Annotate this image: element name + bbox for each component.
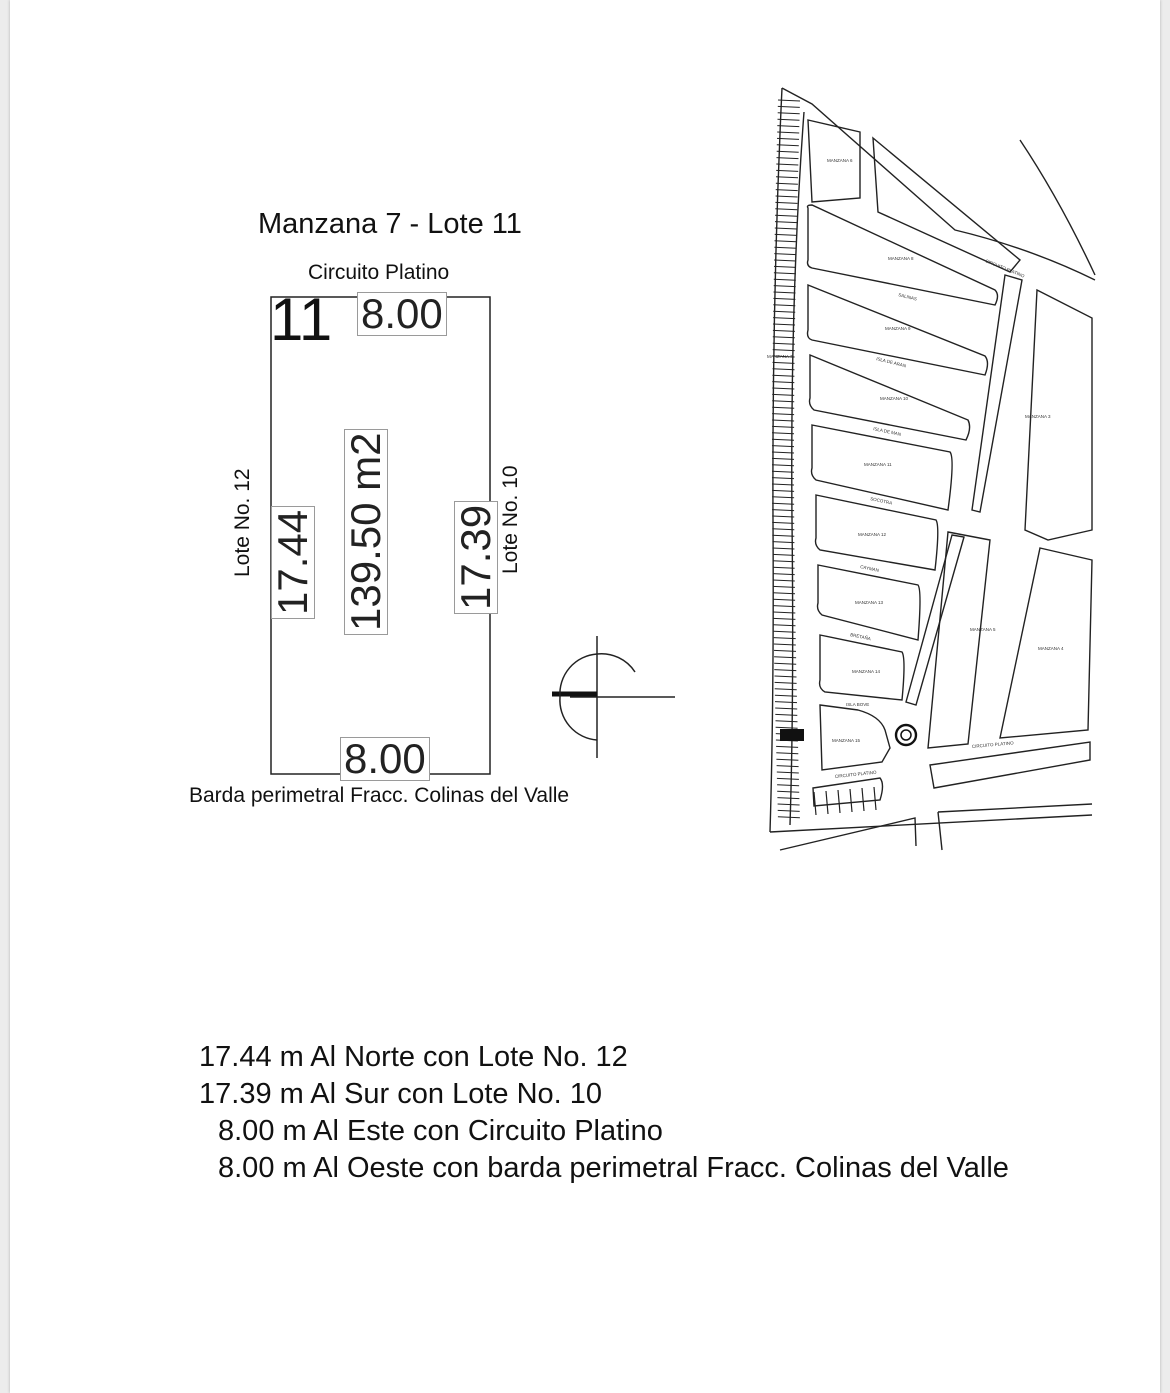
perimeter-lot-divider xyxy=(776,759,798,760)
dimension-right: 17.39 xyxy=(454,501,498,614)
dimension-left: 17.44 xyxy=(271,506,315,619)
perimeter-lot-divider xyxy=(773,305,795,306)
perimeter-lot-divider xyxy=(773,330,795,331)
perimeter-lot-divider xyxy=(777,798,799,799)
perimeter-lot-divider xyxy=(773,324,795,325)
perimeter-lot-divider xyxy=(773,554,795,555)
map-label: CIRCUITO PLATINO xyxy=(834,769,877,779)
perimeter-lot-divider xyxy=(775,708,797,709)
perimeter-lot-divider xyxy=(772,439,794,440)
perimeter-lot-divider xyxy=(772,452,794,453)
perimeter-lot-divider xyxy=(777,791,799,792)
perimeter-lot-divider xyxy=(774,266,796,267)
perimeter-lot-divider xyxy=(774,279,796,280)
perimeter-lot-divider xyxy=(773,567,795,568)
dimension-bottom: 8.00 xyxy=(340,737,430,781)
perimeter-lot-divider xyxy=(773,561,795,562)
perimeter-lot-divider xyxy=(772,478,794,479)
perimeter-lot-divider xyxy=(772,510,794,511)
perimeter-lot-divider xyxy=(776,190,798,191)
dimension-top: 8.00 xyxy=(357,292,447,336)
map-label: MANZANA 5 xyxy=(970,627,996,632)
perimeter-lot-divider xyxy=(774,273,796,274)
perimeter-lot-divider xyxy=(773,362,795,363)
perimeter-lot-divider xyxy=(775,234,797,235)
perimeter-lot-divider xyxy=(774,260,796,261)
perimeter-lot-divider xyxy=(778,810,800,811)
map-label: MANZANA 7 xyxy=(767,354,793,359)
perimeter-lot-divider xyxy=(772,522,794,523)
perimeter-lot-divider xyxy=(773,369,795,370)
perimeter-lot-divider xyxy=(774,254,796,255)
perimeter-lot-divider xyxy=(772,388,794,389)
perimeter-lot-divider xyxy=(775,222,797,223)
boundary-line-4: 8.00 m Al Oeste con barda perimetral Fracc. Colinas del Valle xyxy=(218,1152,1009,1184)
perimeter-lot-divider xyxy=(772,426,794,427)
boundary-line-2: 17.39 m Al Sur con Lote No. 10 xyxy=(199,1078,603,1110)
lot-number: 11 xyxy=(270,286,333,353)
map-label: MANZANA 11 xyxy=(864,462,892,467)
map-label: CIRCUITO PLATINO xyxy=(971,740,1014,749)
perimeter-lot-divider xyxy=(773,298,795,299)
map-label: SALINAS xyxy=(897,292,918,302)
perimeter-lot-divider xyxy=(777,766,799,767)
perimeter-lot-divider xyxy=(778,804,800,805)
perimeter-lot-divider xyxy=(778,817,800,818)
map-label: BRETAÑA xyxy=(849,632,872,642)
perimeter-lot-divider xyxy=(775,702,797,703)
map-label: SOCOTRA xyxy=(869,496,893,506)
perimeter-lot-divider xyxy=(773,580,795,581)
perimeter-lot-divider xyxy=(776,164,798,165)
perimeter-lot-divider xyxy=(772,407,794,408)
boundary-line-3: 8.00 m Al Este con Circuito Platino xyxy=(218,1115,663,1147)
perimeter-lot-divider xyxy=(776,746,798,747)
perimeter-lot-divider xyxy=(772,529,794,530)
map-label: MANZANA 14 xyxy=(852,669,881,674)
map-label: MANZANA 13 xyxy=(855,600,884,605)
perimeter-lot-divider xyxy=(775,228,797,229)
perimeter-lot-divider xyxy=(772,401,794,402)
perimeter-lot-divider xyxy=(777,778,799,779)
map-label: CAYMAN xyxy=(859,564,880,573)
perimeter-lot-divider xyxy=(772,484,794,485)
perimeter-lot-divider xyxy=(775,215,797,216)
perimeter-lot-divider xyxy=(775,714,797,715)
dimension-area: 139.50 m2 xyxy=(344,429,388,635)
perimeter-lot-divider xyxy=(775,682,797,683)
perimeter-lot-divider xyxy=(773,311,795,312)
perimeter-lot-divider xyxy=(772,503,794,504)
perimeter-lot-divider xyxy=(773,318,795,319)
map-label: ISLA BOVE xyxy=(846,702,870,707)
page-title: Manzana 7 - Lote 11 xyxy=(258,208,522,240)
perimeter-lot-divider xyxy=(777,785,799,786)
map-label: MANZANA 4 xyxy=(1038,646,1064,651)
perimeter-lot-divider xyxy=(776,183,798,184)
perimeter-lot-divider xyxy=(772,420,794,421)
perimeter-lot-divider xyxy=(772,458,794,459)
perimeter-lot-divider xyxy=(774,292,796,293)
perimeter-lot-divider xyxy=(772,490,794,491)
perimeter-lot-divider xyxy=(774,286,796,287)
perimeter-lot-divider xyxy=(772,497,794,498)
perimeter-lot-divider xyxy=(773,574,795,575)
bottom-boundary-label: Barda perimetral Fracc. Colinas del Valle xyxy=(189,784,570,807)
perimeter-lot-divider xyxy=(772,414,794,415)
perimeter-lot-divider xyxy=(772,465,794,466)
map-label: MANZANA 6 xyxy=(827,158,853,163)
perimeter-lot-divider xyxy=(772,433,794,434)
right-neighbor-label: Lote No. 10 xyxy=(499,465,522,574)
perimeter-lot-divider xyxy=(777,772,799,773)
perimeter-lot-divider xyxy=(772,535,794,536)
map-label: MANZANA 12 xyxy=(858,532,887,537)
map-label: MANZANA 8 xyxy=(888,256,914,261)
map-label: ISLA DE ARAN xyxy=(875,356,907,369)
perimeter-lot-divider xyxy=(776,753,798,754)
left-neighbor-label: Lote No. 12 xyxy=(231,468,254,577)
perimeter-lot-divider xyxy=(773,343,795,344)
perimeter-lot-divider xyxy=(776,177,798,178)
perimeter-lot-divider xyxy=(775,695,797,696)
perimeter-lot-divider xyxy=(773,599,795,600)
perimeter-lot-divider xyxy=(772,394,794,395)
perimeter-lot-divider xyxy=(773,606,795,607)
map-label: MANZANA 9 xyxy=(885,326,911,331)
perimeter-lot-divider xyxy=(775,202,797,203)
boundary-line-1: 17.44 m Al Norte con Lote No. 12 xyxy=(199,1041,628,1073)
perimeter-lot-divider xyxy=(775,241,797,242)
perimeter-lot-divider xyxy=(775,689,797,690)
perimeter-lot-divider xyxy=(772,382,794,383)
perimeter-lot-divider xyxy=(773,593,795,594)
perimeter-lot-divider xyxy=(773,586,795,587)
perimeter-lot-divider xyxy=(776,721,798,722)
perimeter-lot-divider xyxy=(776,196,798,197)
perimeter-lot-divider xyxy=(772,446,794,447)
map-label: ISLA DE MAN xyxy=(872,426,902,437)
perimeter-lot-divider xyxy=(773,337,795,338)
perimeter-lot-divider xyxy=(772,548,794,549)
perimeter-lot-divider xyxy=(777,151,799,152)
perimeter-lot-divider xyxy=(777,158,799,159)
map-label: MANZANA 10 xyxy=(880,396,909,401)
perimeter-lot-divider xyxy=(775,209,797,210)
perimeter-lot-divider xyxy=(772,516,794,517)
top-street-label: Circuito Platino xyxy=(308,261,450,284)
perimeter-lot-divider xyxy=(772,375,794,376)
perimeter-lot-divider xyxy=(772,542,794,543)
perimeter-lot-divider xyxy=(773,350,795,351)
map-label: CIRCUITO PLATINO xyxy=(984,258,1026,279)
map-label: MANZANA 3 xyxy=(1025,414,1051,419)
map-label: MANZANA 15 xyxy=(832,738,861,743)
perimeter-lot-divider xyxy=(776,170,798,171)
perimeter-lot-divider xyxy=(772,471,794,472)
perimeter-lot-divider xyxy=(776,727,798,728)
perimeter-lot-divider xyxy=(774,247,796,248)
